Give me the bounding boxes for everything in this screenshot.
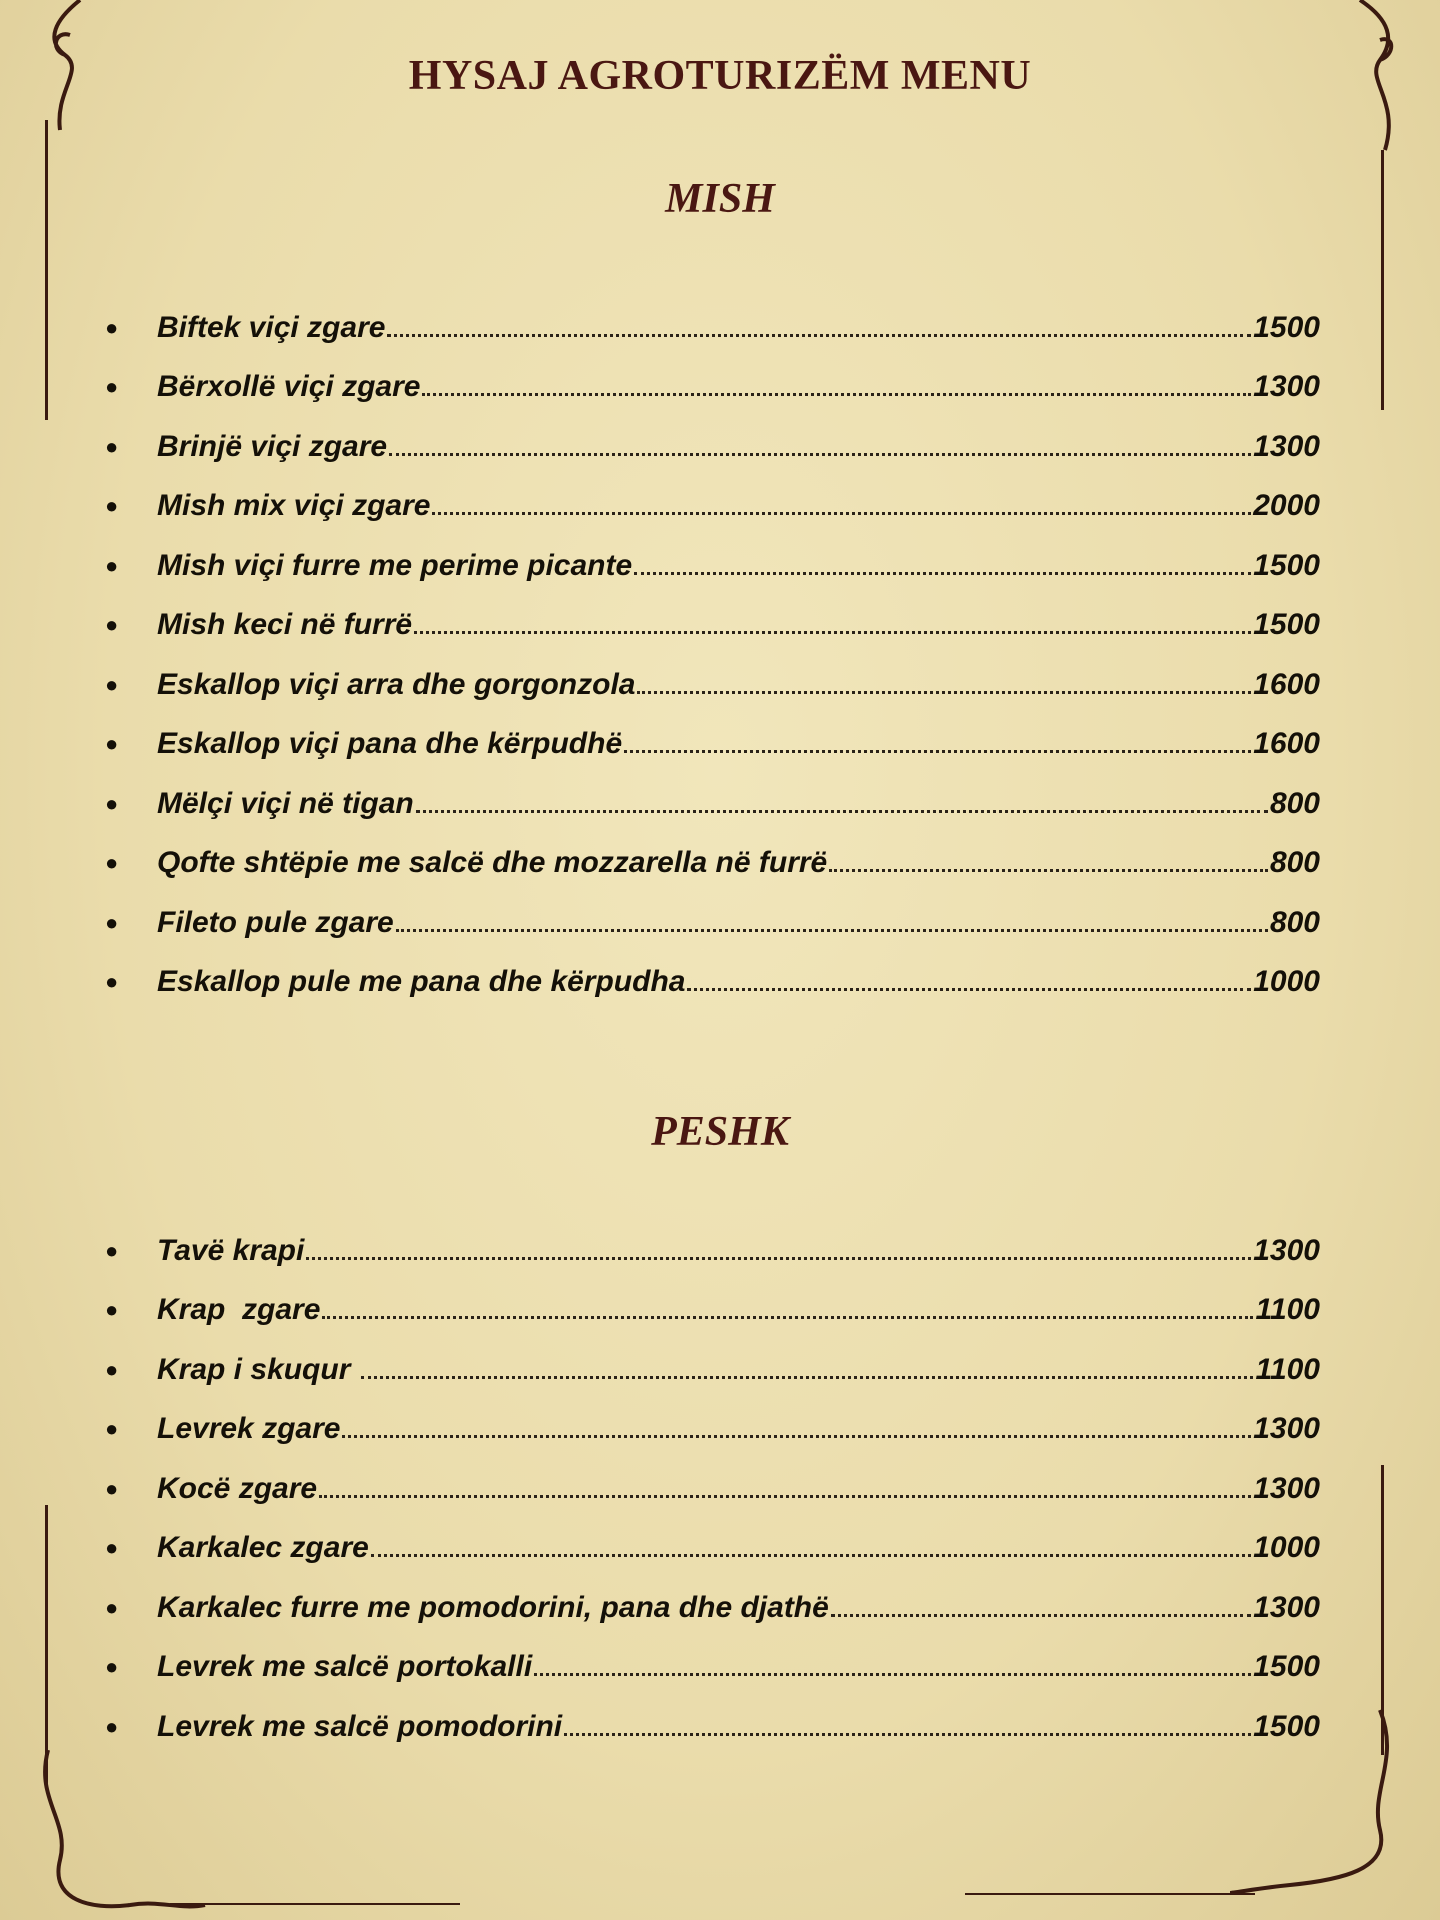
peshk-list [105,1208,1320,1744]
menu-item [105,761,1320,821]
item-name: Mish mix viçi zgare [157,489,431,522]
item-price: 1000 [1253,965,1320,998]
item-name: Mish keci në furrë [157,608,413,641]
dot-leader [831,1614,1251,1617]
menu-item [105,404,1320,464]
menu-item [105,1625,1320,1685]
dot-leader [387,334,1251,337]
item-name: Krap zgare [157,1293,321,1326]
dot-leader [829,869,1268,872]
item-price: 1500 [1253,1650,1320,1683]
item-name: Levrek me salcë pomodorini [157,1709,563,1743]
bullet-icon: ● [105,1297,119,1322]
menu-item [105,821,1320,881]
dot-leader [322,1316,1253,1319]
dot-leader [342,1435,1251,1438]
bullet-icon: ● [105,909,119,935]
item-price: 1600 [1253,727,1320,760]
dot-leader [319,1495,1251,1498]
dot-leader [634,572,1251,575]
item-name: Levrek me salcë portokalli [157,1650,533,1683]
item-price: 1500 [1253,1709,1320,1743]
menu-item [105,1327,1320,1387]
item-name: Brinjë viçi zgare [157,429,388,463]
menu-item [105,880,1320,940]
item-price: 1300 [1253,370,1320,403]
border-bottom-right [965,1893,1255,1895]
bullet-icon: ● [105,1475,119,1501]
item-name: Mëlçi viçi në tigan [157,786,414,820]
item-name: Tavë krapi [157,1233,305,1267]
menu-item [105,1387,1320,1447]
dot-leader [432,512,1251,515]
border-left-top [45,120,48,420]
item-name: Mish viçi furre me perime picante [157,548,633,582]
item-price: 1300 [1253,1590,1320,1624]
ornament-bottom-left-icon [30,1740,210,1920]
bullet-icon: ● [105,552,119,578]
item-name: Bërxollë viçi zgare [157,370,421,403]
menu-item [105,1208,1320,1268]
dot-leader [637,691,1251,694]
item-price: 1100 [1255,1293,1320,1326]
menu-item [105,464,1320,524]
bullet-icon: ● [105,1654,119,1679]
menu-item [105,285,1320,345]
item-price: 800 [1269,846,1320,879]
dot-leader [564,1733,1251,1736]
item-price: 800 [1269,786,1320,820]
item-price: 1500 [1253,608,1320,641]
bullet-icon: ● [105,1594,119,1620]
menu-item [105,1506,1320,1566]
dot-leader [361,1376,1254,1379]
menu-item [105,583,1320,643]
dot-leader [389,453,1251,456]
item-name: Eskallop viçi arra dhe gorgonzola [157,667,636,701]
menu-item [105,940,1320,1000]
bullet-icon: ● [105,374,119,399]
item-price: 1300 [1253,1233,1320,1267]
bullet-icon: ● [105,1356,119,1382]
item-price: 800 [1269,905,1320,939]
section-heading-peshk: PESHK [651,1109,789,1155]
item-price: 1300 [1253,429,1320,463]
bullet-icon: ● [105,1416,119,1441]
dot-leader [414,631,1251,634]
bullet-icon: ● [105,790,119,816]
menu-item [105,345,1320,405]
bullet-icon: ● [105,731,119,756]
menu-item [105,1446,1320,1506]
menu-item [105,1268,1320,1328]
item-price: 1600 [1253,667,1320,701]
item-price: 1000 [1253,1531,1320,1564]
dot-leader [624,750,1251,753]
dot-leader [371,1554,1251,1557]
mish-list [105,285,1320,999]
menu-item [105,702,1320,762]
item-price: 1100 [1255,1352,1320,1386]
item-name: Krap i skuqur [157,1352,359,1386]
section-heading-mish: MISH [665,176,775,222]
menu-item [105,1684,1320,1744]
bullet-icon: ● [105,493,119,518]
item-price: 1500 [1253,548,1320,582]
dot-leader [396,929,1268,932]
menu-title: HYSAJ AGROTURIZËM MENU [408,53,1032,99]
bullet-icon: ● [105,612,119,637]
bullet-icon: ● [105,969,119,994]
menu-item [105,642,1320,702]
item-name: Levrek zgare [157,1412,341,1445]
dot-leader [422,393,1251,396]
menu-item [105,1565,1320,1625]
item-name: Qofte shtëpie me salcë dhe mozzarella në furrë [157,846,828,879]
item-price: 1500 [1253,310,1320,344]
menu-item [105,523,1320,583]
item-name: Eskallop viçi pana dhe kërpudhë [157,727,623,760]
item-name: Eskallop pule me pana dhe kërpudha [157,965,686,998]
item-price: 2000 [1253,489,1320,522]
bullet-icon: ● [105,314,119,340]
bullet-icon: ● [105,433,119,459]
bullet-icon: ● [105,1713,119,1739]
dot-leader [416,810,1268,813]
item-price: 1300 [1253,1412,1320,1445]
dot-leader [687,988,1251,991]
border-bottom-left [170,1903,460,1905]
bullet-icon: ● [105,1237,119,1263]
bullet-icon: ● [105,671,119,697]
item-name: Karkalec furre me pomodorini, pana dhe djathë [157,1590,829,1624]
bullet-icon: ● [105,1535,119,1560]
item-name: Karkalec zgare [157,1531,369,1564]
item-name: Kocë zgare [157,1471,318,1505]
item-price: 1300 [1253,1471,1320,1505]
item-name: Biftek viçi zgare [157,310,386,344]
item-name: Fileto pule zgare [157,905,394,939]
bullet-icon: ● [105,850,119,875]
dot-leader [306,1257,1251,1260]
dot-leader [534,1673,1251,1676]
